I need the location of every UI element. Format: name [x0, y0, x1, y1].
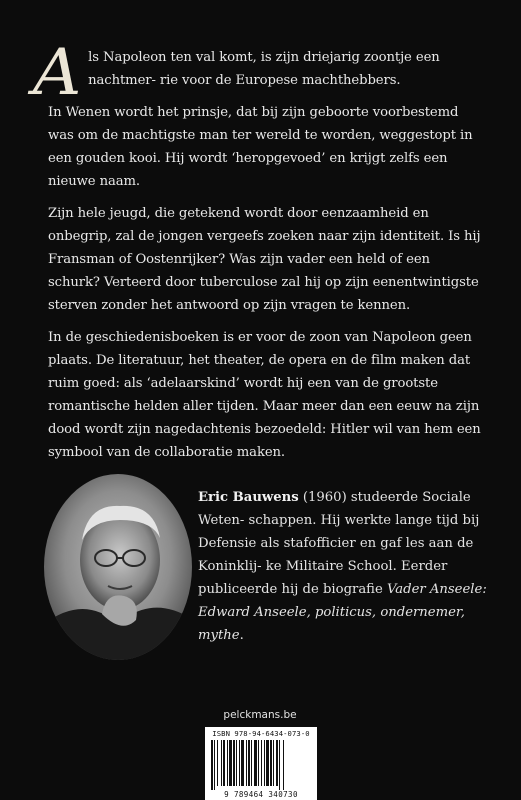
barcode: [205, 727, 317, 800]
barcode-digits: 9 789464 340730: [224, 790, 298, 799]
barcode-bar: [266, 740, 269, 786]
barcode-bar: [223, 740, 225, 786]
barcode-bar: [273, 740, 274, 786]
barcode-bar: [276, 740, 278, 786]
barcode-bar: [279, 740, 280, 790]
previous-book-title: Vader Anseele: Edward Anseele, politicus, ondernemer, mythe: [198, 582, 487, 643]
isbn-label: ISBN 978-94-6434-073-0: [212, 729, 310, 738]
barcode-bar: [261, 740, 262, 786]
barcode-bar: [221, 740, 222, 786]
author-portrait-image: [44, 474, 192, 660]
publisher-website: pelckmans.be: [223, 709, 297, 721]
barcode-bar: [251, 740, 252, 786]
barcode-bar: [248, 740, 250, 786]
barcode-bar: [264, 740, 265, 786]
barcode-bar: [258, 740, 259, 786]
synopsis: [32, 36, 482, 473]
synopsis-paragraph-1-text: ls Napoleon ten val komt, is zijn driejarig zoontje een nachtmer- rie voor de Europese machthebbers.: [88, 50, 440, 88]
synopsis-paragraph-4: In de geschiedenisboeken is er voor de zoon van Napoleon geen plaats. De literatuur, het theater, de opera en de film maken dat ruim goed: als ‘adelaarskind’ wordt hij een van de grootste romantische helden aller tijden. Maar meer dan een eeuw na zijn dood wordt zijn nagedachtenis bezoedeld: Hitler wil van hem een symbool van de collaboratie maken.: [48, 330, 481, 460]
author-portrait: [44, 474, 192, 660]
barcode-bar: [233, 740, 235, 786]
barcode-bar: [239, 740, 240, 786]
author-name: Eric Bauwens: [198, 490, 299, 505]
barcode-bar: [217, 740, 218, 786]
barcode-bar: [241, 740, 244, 786]
drop-cap: A: [32, 36, 82, 110]
barcode-bar: [246, 740, 247, 786]
barcode-bar: [214, 740, 215, 790]
synopsis-paragraph-2: In Wenen wordt het prinsje, dat bij zijn geboorte voorbestemd was om de machtigste man ter wereld te worden, weggestopt in een gouden kooi. Hij wordt ‘heropgevoed’ en krijgt zelfs een nieuwe naam.: [48, 105, 473, 189]
barcode-bar: [211, 740, 213, 790]
barcode-bar: [229, 740, 232, 786]
barcode-bar: [227, 740, 228, 786]
barcode-bar: [254, 740, 257, 786]
barcode-bar: [236, 740, 237, 786]
synopsis-paragraph-3: Zijn hele jeugd, die getekend wordt door eenzaamheid en onbegrip, zal de jongen vergeefs zoeken naar zijn identiteit. Is hij Fransman of Oostenrijker? Was zijn vader een held of een schurk? Verteerd door tuberculose zal hij op zijn eenentwintigste sterven zonder het antwoord op zijn vragen te kennen.: [48, 206, 481, 313]
author-bio-text: (1960) studeerde Sociale Weten- schappen. Hij werkte lange tijd bij Defensie als stafofficier en gaf les aan de Koninklij- ke Militaire School. Eerder publiceerde hij de biografie: [198, 490, 480, 597]
author-bio: [198, 486, 488, 647]
barcode-bars: [211, 740, 311, 790]
author-bio-end: .: [239, 628, 244, 643]
barcode-bar: [270, 740, 272, 786]
barcode-bar: [283, 740, 284, 790]
synopsis-paragraph-1: [32, 36, 482, 110]
